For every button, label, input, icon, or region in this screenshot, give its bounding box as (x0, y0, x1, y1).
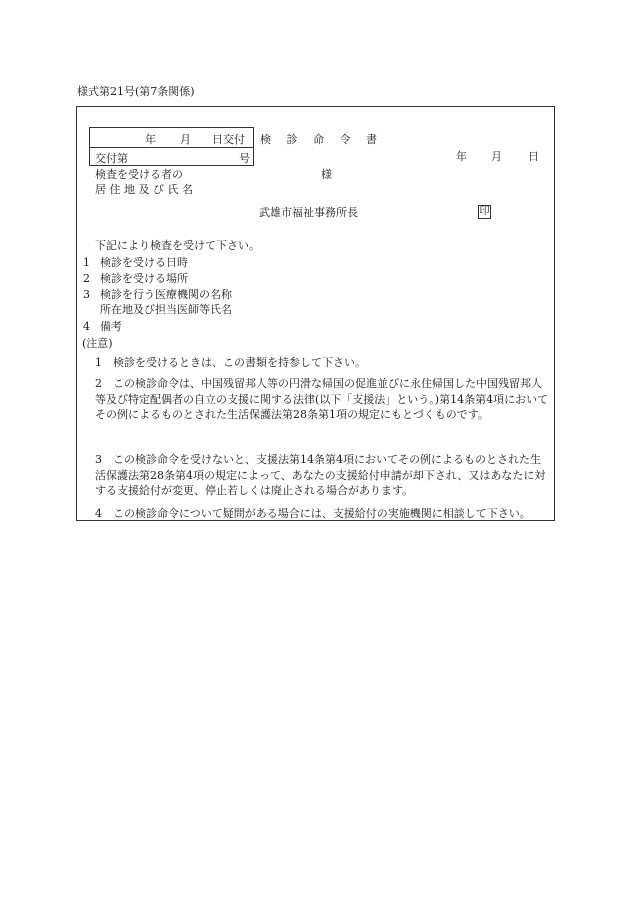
seal-stamp: 印 (479, 206, 490, 217)
recipient-label-line2: 居住地及び氏名 (95, 183, 197, 196)
intro-text: 下記により検査を受けて下さい。 (95, 239, 260, 252)
issue-month-label: 月 (180, 133, 191, 146)
item-2-number: 2 (83, 272, 90, 285)
document-title: 検 診 命 令 書 (260, 133, 383, 146)
issue-box-divider (90, 147, 253, 148)
item-3-number: 3 (83, 288, 90, 301)
recipient-label-line1: 検査を受ける者の (95, 168, 183, 181)
item-4-text: 備考 (100, 320, 122, 333)
recipient-honorific: 様 (321, 168, 332, 181)
header-date-year: 年 (456, 150, 467, 163)
issuer-name: 武雄市福祉事務所長 (259, 206, 358, 219)
item-1-number: 1 (83, 256, 90, 269)
note-4: 4 この検診命令について疑問がある場合には、支援給付の実施機関に相談して下さい。 (95, 507, 531, 520)
note-3: 3 この検診命令を受けないと、支援法第14条第4項においてその例によるものとされた生活保護法第28条第4項の規定によって、あなたの支援給付申請が却下され、又はあなたに対する支援給付が変更、停止若しくは廃止される場合があります。 (95, 453, 546, 497)
item-3-subtext: 所在地及び担当医師等氏名 (100, 303, 232, 316)
issue-date-box (89, 127, 254, 166)
header-date-month: 月 (491, 150, 502, 163)
form-number: 様式第21号(第7条関係) (77, 85, 195, 98)
header-date-day: 日 (528, 150, 539, 163)
issue-number-suffix: 号 (239, 152, 250, 165)
notes-header: (注意) (82, 337, 113, 350)
issue-number-prefix: 交付第 (95, 152, 128, 165)
issue-year-label: 年 (145, 133, 156, 146)
item-2-text: 検診を受ける場所 (100, 272, 188, 285)
item-1-text: 検診を受ける日時 (100, 256, 188, 269)
item-4-number: 4 (83, 320, 90, 333)
issue-day-label: 日交付 (212, 133, 245, 146)
note-2: 2 この検診命令は、中国残留邦人等の円滑な帰国の促進並びに永住帰国した中国残留邦人等及び特定配偶者の自立の支援に関する法律(以下「支援法」という。)第14条第4項においてその例によるものとされた生活保護法第28条第1項の規定にもとづくものです。 (95, 377, 549, 421)
note-1: 1 検診を受けるときは、この書類を持参して下さい。 (95, 356, 366, 369)
item-3-text: 検診を行う医療機関の名称 (100, 288, 232, 301)
